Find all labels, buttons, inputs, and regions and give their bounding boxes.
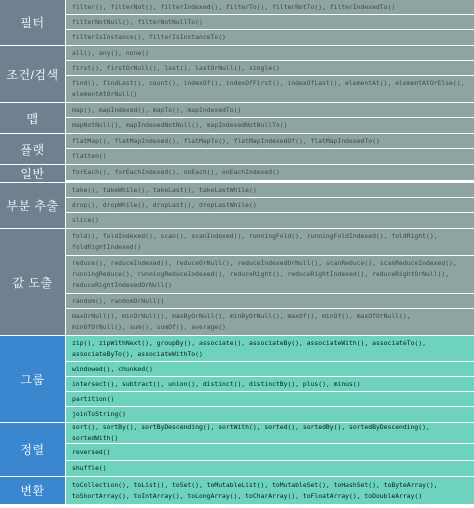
function-rows — [66, 423, 474, 476]
category-label: 일반 — [0, 165, 66, 182]
category-label: 필터 — [0, 0, 66, 45]
function-row: windowed(), chunked() — [66, 362, 474, 377]
function-row: zip(), zipWithNext(), groupBy(), associate(), associateBy(), associateWith(), associateTo(), associateByTo(), associateWithTo() — [66, 336, 474, 362]
function-rows — [66, 165, 474, 182]
category-group — [0, 477, 474, 505]
function-row: sort(), sortBy(), sortByDescending(), sortWith(), sorted(), sortedBy(), sortedByDescending(), sortedWith() — [66, 423, 474, 444]
category-label: 플랫 — [0, 134, 66, 164]
function-row: maxOrNull(), minOrNull(), maxByOrNull(), minByOrNull(), maxOf(), minOf(), maxOfOrNull(), minOfOrNull(), sum(), sumOf(), average() — [66, 309, 474, 335]
function-row: take(), takeWhile(), takeLast(), takeLastWhile() — [66, 183, 474, 198]
category-label: 값 도출 — [0, 229, 66, 335]
function-row: map(), mapIndexed(), mapTo(), mapIndexedTo() — [66, 103, 474, 118]
function-row: reduce(), reduceIndexed(), reduceOrNull(), reduceIndexedOrNull(), scanReduce(), scanReduceIndexed(), runningReduce(), runningReduceIndexed(), reduceRight(), reduceRightIndexed(), reduceRightOrNull(), reduceRightIndexedOrNull() — [66, 256, 474, 294]
category-label: 조건/검색 — [0, 46, 66, 102]
function-row: joinToString() — [66, 407, 474, 422]
function-row: flatMap(), flatMapIndexed(), flatMapTo(), flatMapIndexedOf(), flatMapIndexedTo() — [66, 134, 474, 149]
function-row: first(), firstOrNull(), last(), lastOrNull(), single() — [66, 61, 474, 76]
function-row: filterNotNull(), filterNotNullTo() — [66, 15, 474, 30]
category-group — [0, 46, 474, 103]
category-group — [0, 134, 474, 165]
function-row: mapNotNull(), mapIndexedNotNull(), mapIndexedNotNullTo() — [66, 118, 474, 133]
function-row: reversed() — [66, 444, 474, 461]
function-row: fold(), foldIndexed(), scan(), scanIndexed(), runningFold(), runningFoldIndexed(), foldRight(), foldRightIndexed() — [66, 229, 474, 256]
function-row: all(), any(), none() — [66, 46, 474, 61]
function-rows — [66, 183, 474, 228]
category-group — [0, 165, 474, 183]
function-row: intersect(), subtract(), union(), distinct(), distinctBy(), plus(), minus() — [66, 377, 474, 392]
function-rows — [66, 103, 474, 133]
category-group — [0, 336, 474, 423]
category-group — [0, 423, 474, 477]
function-row: toCollection(), toList(), toSet(), toMutableList(), toMutableSet(), toHashSet(), toByteArray(), toShortArray(), toIntArray(), toLongArray(), toCharArray(), toFloatArray(), toDoubleArray() — [66, 477, 474, 504]
function-row: slice() — [66, 213, 474, 228]
category-label: 변환 — [0, 477, 66, 504]
function-rows — [66, 229, 474, 335]
function-rows — [66, 134, 474, 164]
function-rows — [66, 0, 474, 45]
category-label: 정렬 — [0, 423, 66, 476]
function-row: filter(), filterNot(), filterIndexed(), filterTo(), filterNotTo(), filterIndexedTo() — [66, 0, 474, 15]
category-group — [0, 103, 474, 134]
function-rows — [66, 336, 474, 422]
function-row: partition() — [66, 392, 474, 407]
category-group — [0, 0, 474, 46]
category-label: 그룹 — [0, 336, 66, 422]
category-label: 맵 — [0, 103, 66, 133]
function-row: find(), findLast(), count(), indexOf(), indexOfFirst(), indexOfLast(), elementAt(), elementAtOrElse(), elementAtOrNull() — [66, 76, 474, 102]
function-row: filterIsInstance(), filterIsInstanceTo() — [66, 30, 474, 45]
function-row: flatten() — [66, 149, 474, 164]
function-row: drop(), dropWhile(), dropLast(), dropLastWhile() — [66, 198, 474, 213]
function-rows — [66, 477, 474, 504]
category-label: 부분 추출 — [0, 183, 66, 228]
category-group — [0, 229, 474, 336]
function-row: random(), randomOrNull() — [66, 294, 474, 309]
function-rows — [66, 46, 474, 102]
function-row: shuffle() — [66, 461, 474, 476]
function-row: forEach(), forEachIndexed(), onEach(), onEachIndexed() — [66, 165, 474, 180]
category-group — [0, 183, 474, 229]
